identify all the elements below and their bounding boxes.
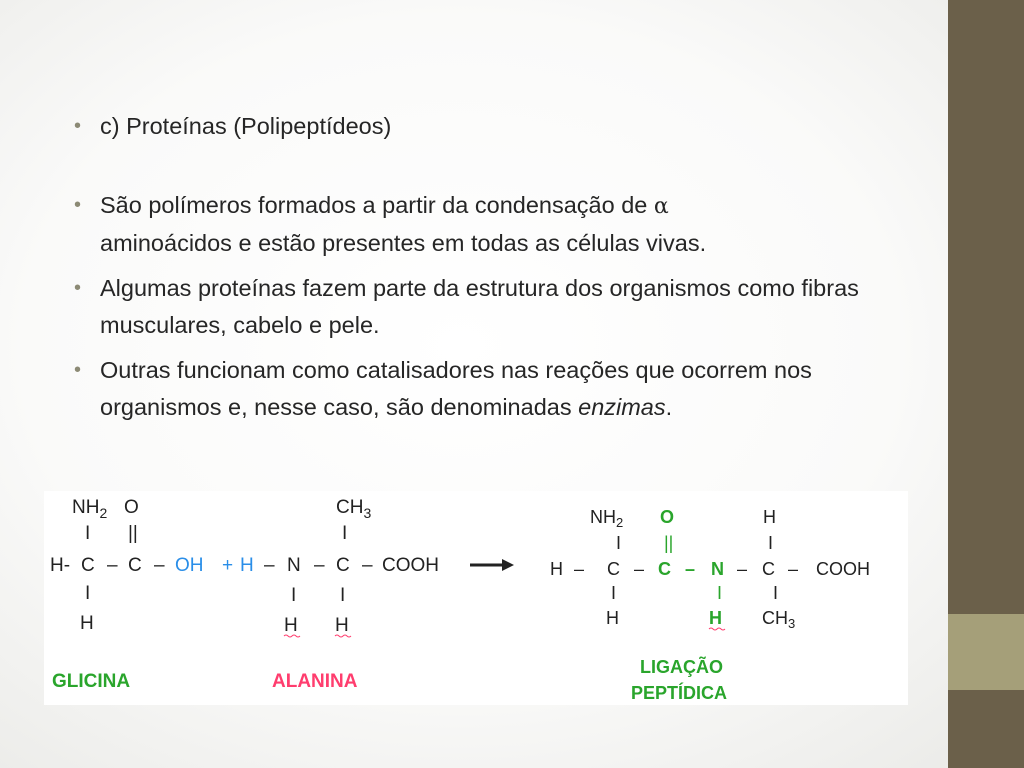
product-cooh: COOH (816, 559, 870, 579)
bond-double: || (664, 533, 674, 553)
product-c1: C (607, 559, 620, 579)
bond-dash: – (788, 559, 799, 579)
alanine-h-c: H (335, 615, 349, 636)
product-h-bottom: H (606, 608, 619, 628)
bullet-item-structure (74, 270, 894, 344)
product-oxygen: O (660, 507, 675, 527)
bond-dash: – (154, 555, 165, 576)
bullet-dot: • (74, 115, 82, 137)
alpha-symbol: α (653, 194, 669, 219)
bond-single: I (340, 585, 346, 606)
plus-sign: + (222, 555, 234, 576)
bullet-tail: . (665, 394, 673, 420)
bullet-text: São polímeros formados a partir da condensação de (100, 192, 654, 218)
bullet-item-enzymes (74, 352, 894, 426)
alanine-cooh: COOH (382, 555, 439, 576)
glycine-label: GLICINA (52, 671, 131, 692)
bullet-text-continued: aminoácidos e estão presentes em todas as células vivas. (100, 230, 707, 256)
product-c3: C (762, 559, 775, 579)
peptide-bond-label-line1: LIGAÇÃO (640, 657, 723, 677)
spellcheck-underline (709, 628, 725, 630)
product-h-n: H (709, 608, 722, 628)
dipeptide-structure (550, 507, 870, 631)
bond-single: I (768, 533, 774, 553)
side-band-accent (948, 614, 1024, 690)
alanine-structure (240, 497, 439, 637)
reaction-diagram (44, 491, 908, 705)
glycine-c-alpha: C (81, 555, 95, 576)
bullet-dot: • (74, 359, 82, 381)
alanine-ch3: $CH_3$ (336, 497, 372, 521)
bond-single: I (717, 583, 723, 603)
alanine-label: ALANINA (272, 671, 358, 692)
bond-dash: – (107, 555, 118, 576)
product-h-top: H (763, 507, 776, 527)
bond-single: I (85, 523, 91, 544)
bullet-dot: • (74, 194, 82, 216)
product-c-carbonyl: C (658, 559, 671, 579)
alanine-h-amine: H (240, 555, 254, 576)
product-nitrogen: N (711, 559, 724, 579)
bullet-text: Outras funcionam como catalisadores nas reações que ocorrem nos organismos e, nesse caso, são denominadas (100, 357, 812, 420)
bond-single: I (773, 583, 779, 603)
glycine-h-bottom: H (80, 613, 94, 634)
product-h-left: H (550, 559, 563, 579)
bullet-text: c) Proteínas (Polipeptídeos) (100, 113, 392, 139)
bullet-item-definition (74, 187, 894, 262)
bond-dash: – (314, 555, 325, 576)
bullet-item-heading (74, 108, 894, 145)
bond-single: I (291, 585, 297, 606)
peptide-bond-dash: – (685, 559, 696, 579)
glycine-oxygen: O (124, 497, 139, 518)
reaction-arrow (470, 559, 514, 571)
bond-single: I (85, 583, 91, 604)
glycine-c-carbonyl: C (128, 555, 142, 576)
bond-dash: – (634, 559, 645, 579)
alanine-nitrogen: N (287, 555, 301, 576)
bond-dash: – (362, 555, 373, 576)
glycine-nh2: $NH_2$ (72, 497, 108, 521)
glycine-oh: OH (175, 555, 204, 576)
enzimas-term: enzimas (578, 394, 666, 420)
bond-dash: – (574, 559, 585, 579)
product-nh2: $NH_2$ (590, 507, 624, 530)
bond-dash: – (264, 555, 275, 576)
bullet-list (74, 108, 894, 426)
glycine-h-left: H- (50, 555, 71, 576)
bond-single: I (342, 523, 348, 544)
bond-dash: – (737, 559, 748, 579)
peptide-bond-figure (44, 491, 908, 705)
alanine-c-alpha: C (336, 555, 350, 576)
bullet-text: Algumas proteínas fazem parte da estrutura dos organismos como fibras musculares, cabelo e pele. (100, 275, 859, 338)
bullet-dot: • (74, 277, 82, 299)
peptide-bond-label-line2: PEPTÍDICA (631, 683, 728, 703)
product-ch3: $CH_3$ (762, 608, 796, 631)
glycine-structure (50, 497, 204, 634)
bond-single: I (611, 583, 617, 603)
bond-single: I (616, 533, 622, 553)
alanine-h-n: H (284, 615, 298, 636)
bond-double: || (128, 523, 138, 544)
